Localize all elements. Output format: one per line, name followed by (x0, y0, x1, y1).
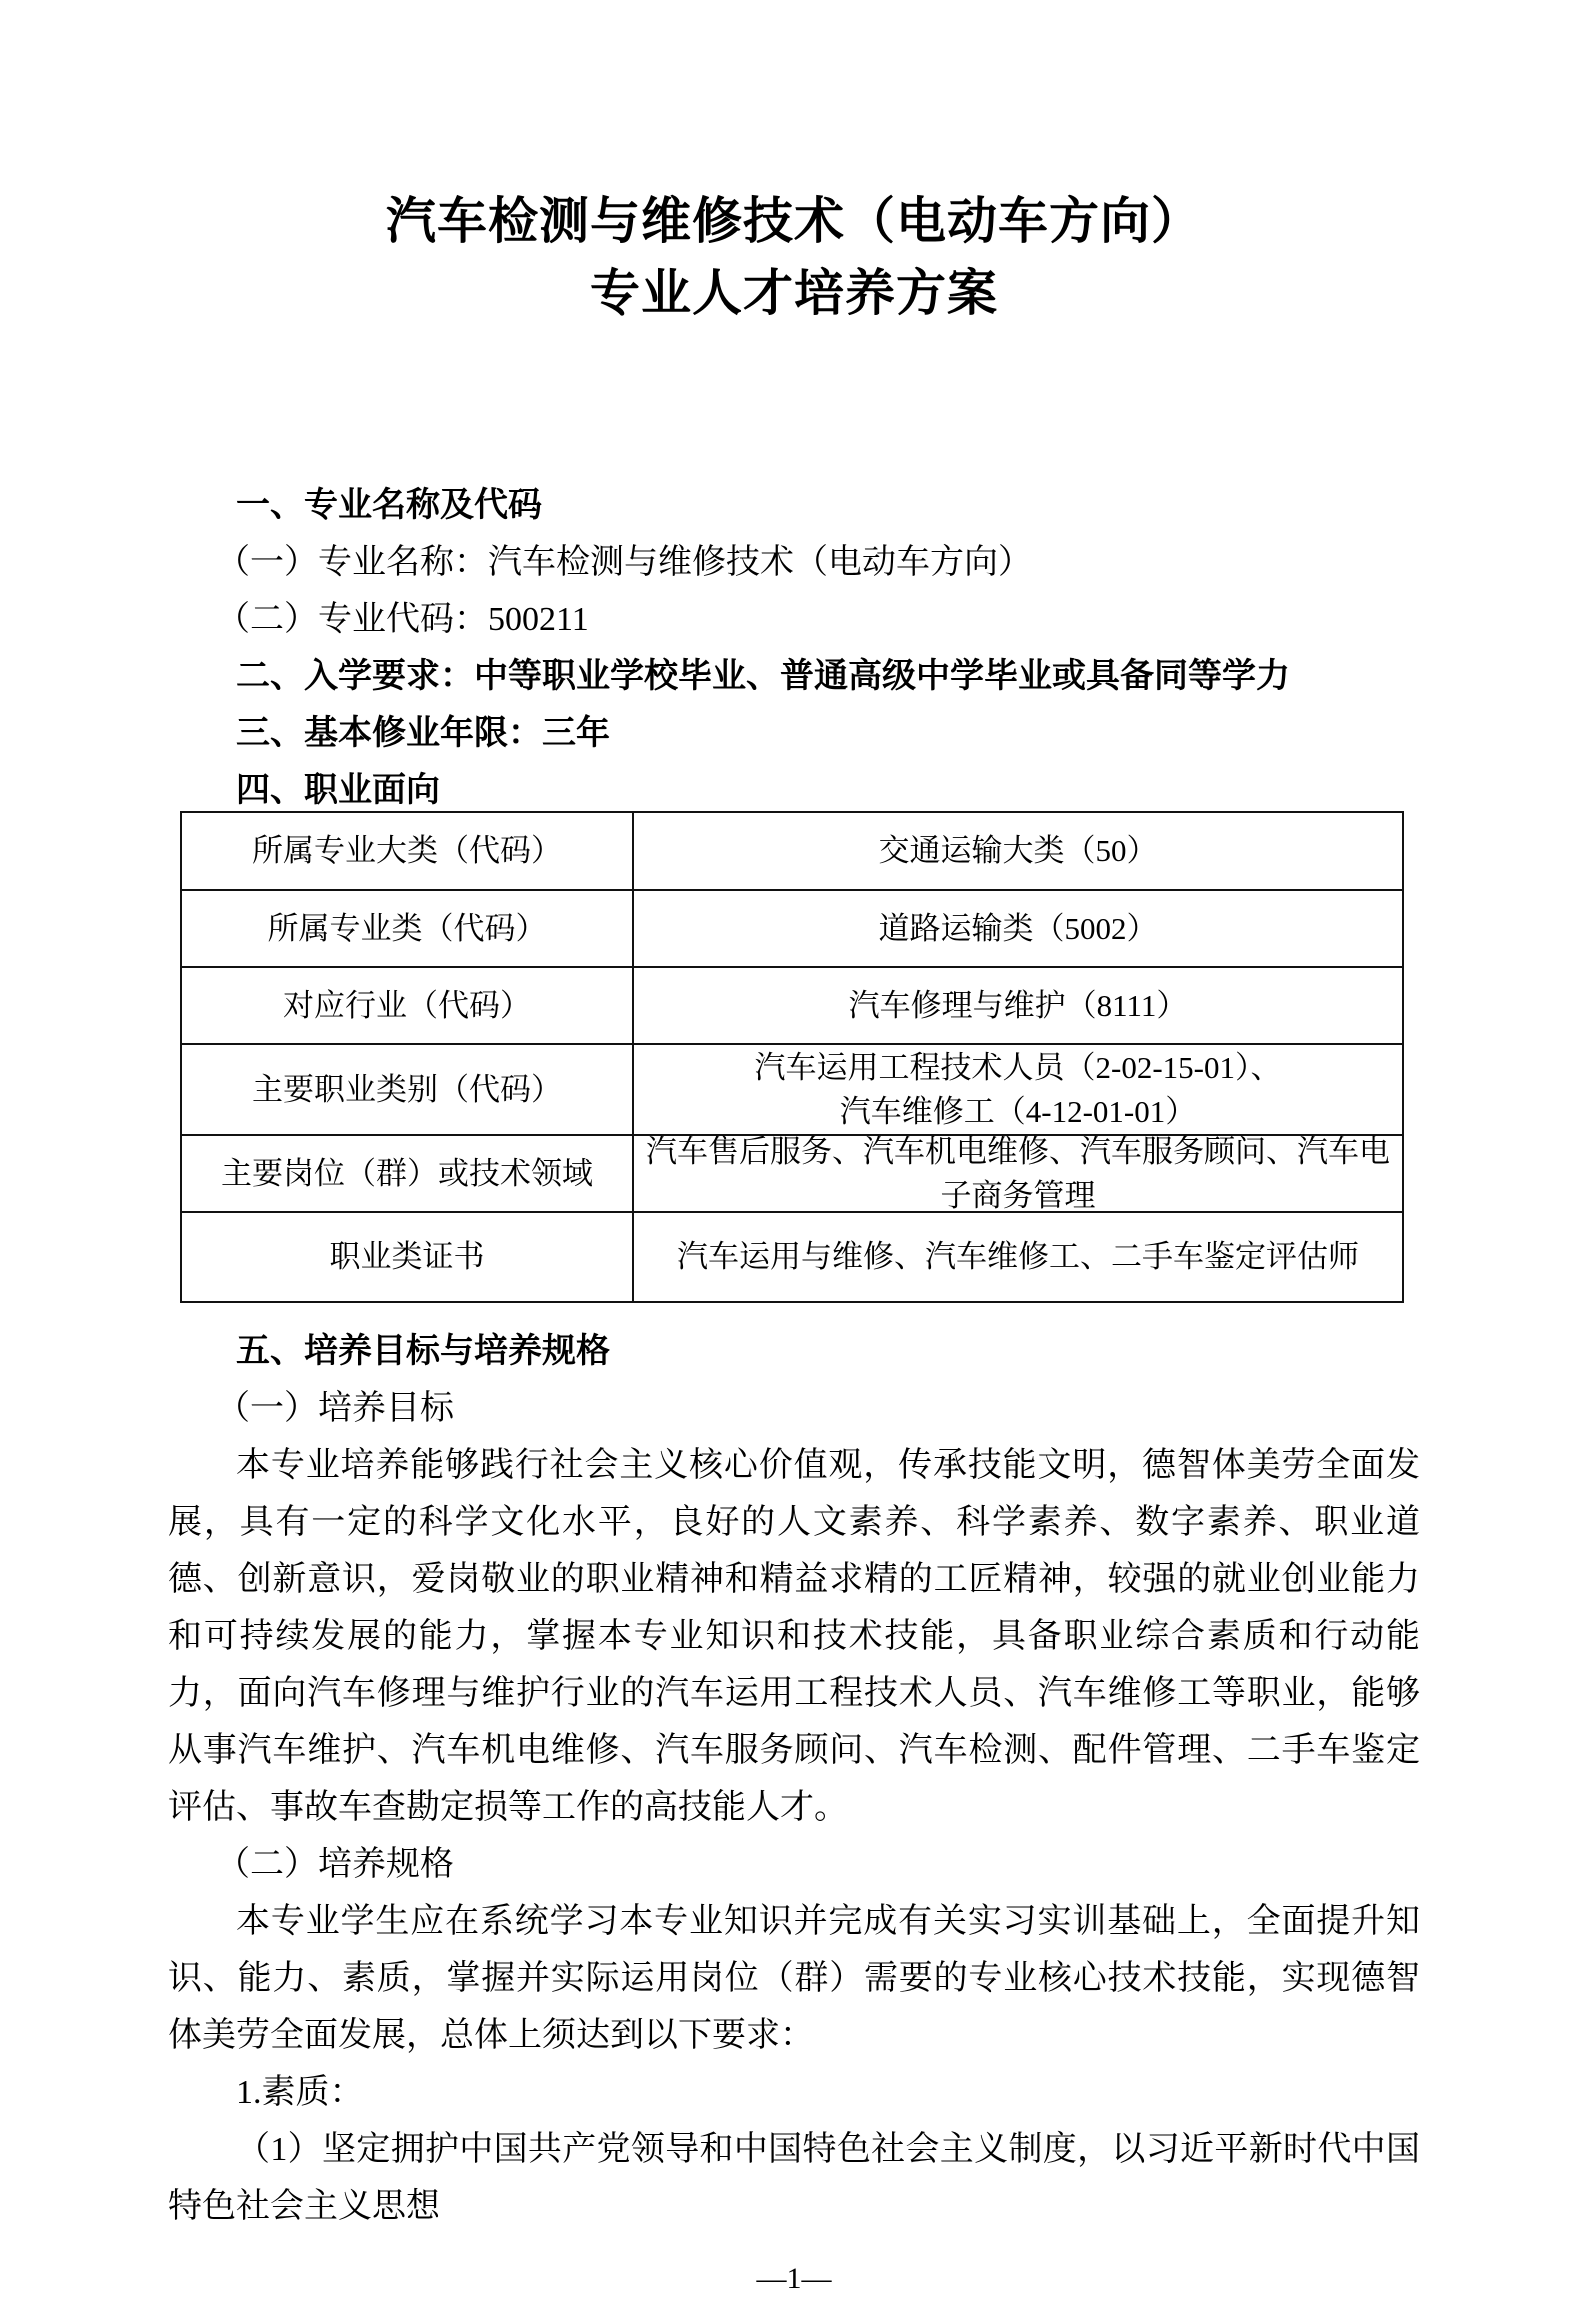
row-value: 道路运输类（5002） (878, 910, 1158, 946)
document-title-line-1: 汽车检测与维修技术（电动车方向） (386, 193, 1202, 249)
career-orientation-table (180, 811, 1404, 1303)
row-label: 主要岗位（群）或技术领域 (182, 1136, 634, 1211)
section-3-line (168, 705, 1420, 762)
item-professional-code: （二）专业代码：500211 (216, 601, 589, 638)
row-value (634, 1045, 1402, 1134)
table-row (182, 1134, 1402, 1211)
row-value-line-1: 汽车运用工程技术人员（2-02-15-01）、 (754, 1050, 1282, 1086)
row-value: 交通运输大类（50） (878, 833, 1158, 869)
quality-label-line: 1.素质： (236, 2074, 364, 2111)
table-row (182, 966, 1402, 1043)
table-row (182, 1211, 1402, 1301)
section-2-text: 中等职业学校毕业、普通高级中学毕业或具备同等学力 (474, 657, 1290, 695)
row-label: 所属专业类（代码） (182, 891, 634, 966)
section-2-label: 二、入学要求： (236, 657, 474, 695)
row-label: 对应行业（代码） (182, 968, 634, 1043)
row-label: 主要职业类别（代码） (182, 1045, 634, 1134)
document-title-line-2: 专业人才培养方案 (590, 265, 998, 321)
sub-heading-training-objectives: （一）培养目标 (216, 1390, 454, 1427)
row-label: 所属专业大类（代码） (182, 813, 634, 889)
table-row (182, 1043, 1402, 1134)
item-professional-name: （一）专业名称：汽车检测与维修技术（电动车方向） (216, 544, 1032, 581)
quality-item-1: （1）坚定拥护中国共产党领导和中国特色社会主义制度，以习近平新时代中国特色社会主义思想 (168, 2131, 1420, 2225)
section-1-heading: 一、专业名称及代码 (236, 486, 542, 524)
section-3-text: 三年 (542, 714, 610, 752)
table-row (182, 889, 1402, 966)
section-5-heading: 五、培养目标与培养规格 (236, 1332, 610, 1370)
section-2-line (168, 648, 1420, 705)
row-value: 汽车修理与维护（8111） (848, 987, 1188, 1023)
page-number: —1— (756, 2262, 832, 2295)
sub-heading-training-specifications: （二）培养规格 (216, 1846, 454, 1883)
row-value: 汽车运用与维修、汽车维修工、二手车鉴定评估师 (677, 1239, 1359, 1275)
training-objectives-paragraph: 本专业培养能够践行社会主义核心价值观，传承技能文明，德智体美劳全面发展，具有一定的科学文化水平，良好的人文素养、科学素养、数字素养、职业道德、创新意识，爱岗敬业的职业精神和精益求精的工匠精神，较强的就业创业能力和可持续发展的能力，掌握本专业知识和技术技能，具备职业综合素质和行动能力，面向汽车修理与维护行业的汽车运用工程技术人员、汽车维修工等职业，能够从事汽车维护、汽车机电维修、汽车服务顾问、汽车检测、配件管理、二手车鉴定评估、事故车查勘定损等工作的高技能人才。 (168, 1447, 1420, 1826)
row-value-line-2: 汽车维修工（4-12-01-01） (839, 1093, 1197, 1129)
row-label: 职业类证书 (182, 1213, 634, 1301)
document-title (168, 185, 1420, 329)
section-3-label: 三、基本修业年限： (236, 714, 542, 752)
section-4-heading: 四、职业面向 (236, 771, 440, 809)
row-value: 汽车售后服务、汽车机电维修、汽车服务顾问、汽车电子商务管理 (646, 1134, 1390, 1213)
training-specifications-paragraph: 本专业学生应在系统学习本专业知识并完成有关实习实训基础上，全面提升知识、能力、素质，掌握并实际运用岗位（群）需要的专业核心技术技能，实现德智体美劳全面发展，总体上须达到以下要求： (168, 1903, 1420, 2054)
table-row (182, 813, 1402, 889)
